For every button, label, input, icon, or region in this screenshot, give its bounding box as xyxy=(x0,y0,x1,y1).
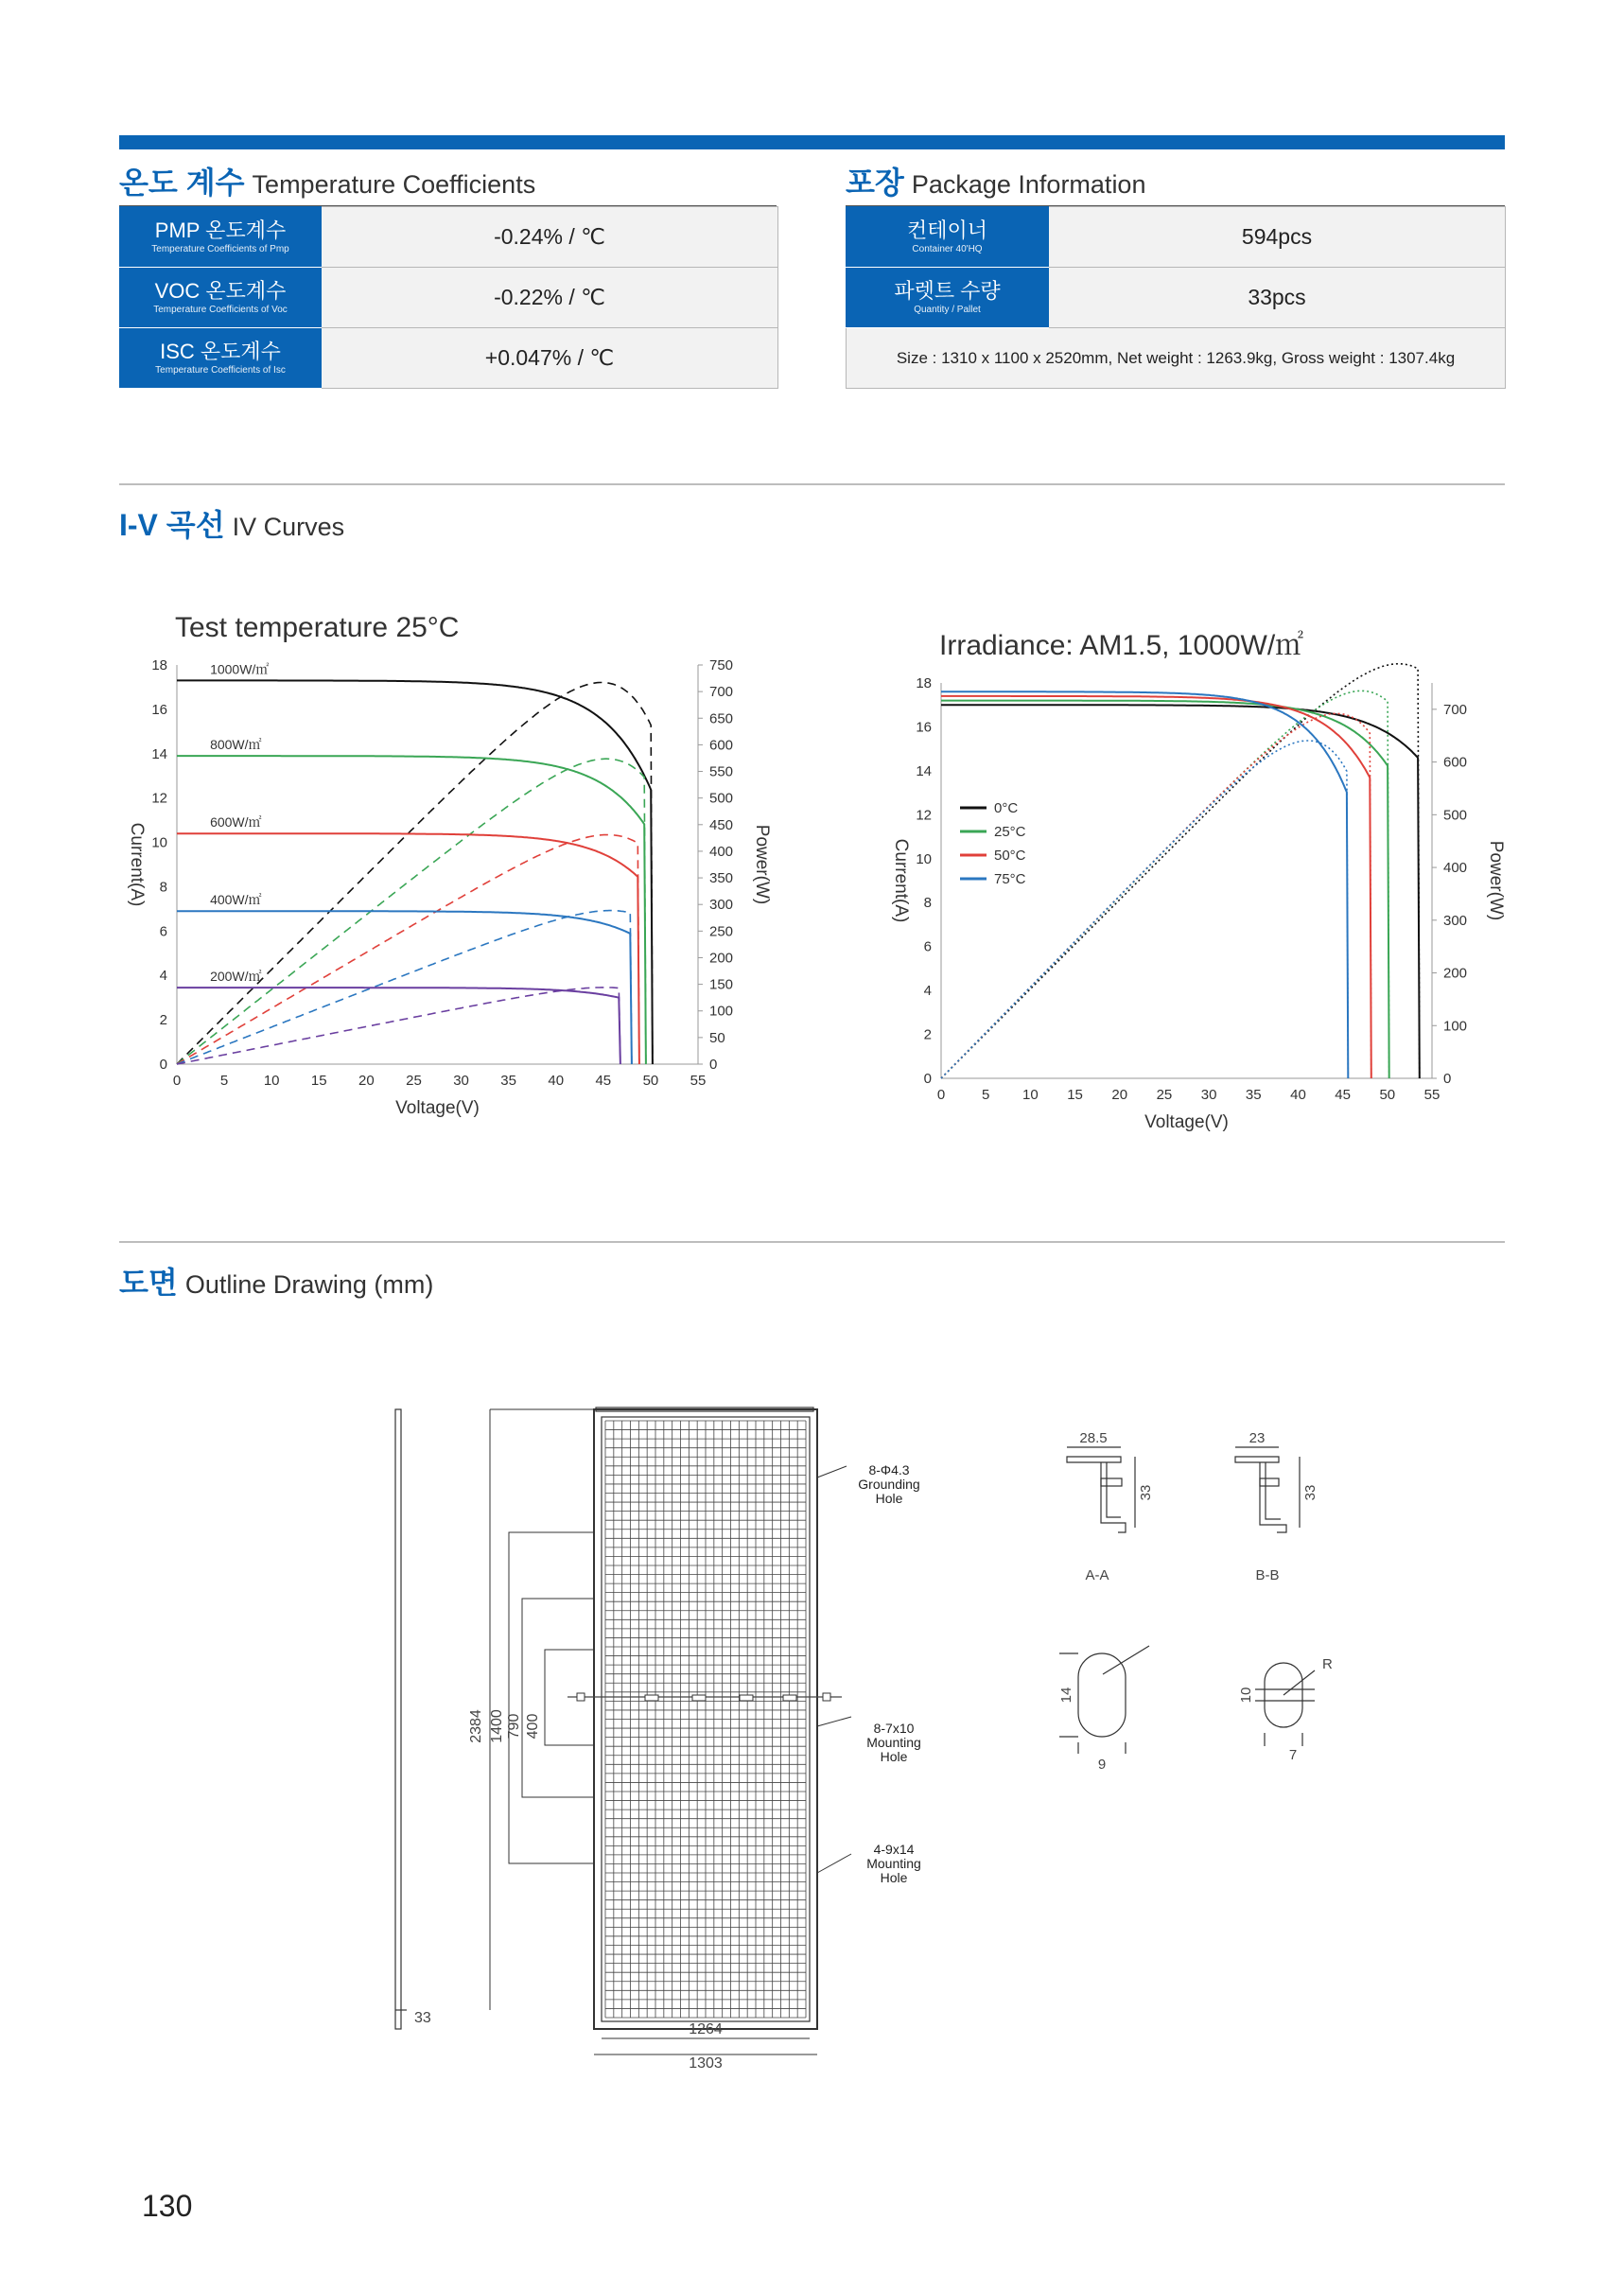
section-divider xyxy=(119,483,1505,485)
row-label xyxy=(847,268,1049,328)
section-title-ko: 포장 xyxy=(846,166,904,200)
dim-label: 2384 xyxy=(468,1709,484,1743)
x-tick-label: 45 xyxy=(1335,1087,1351,1103)
iv-curve-line xyxy=(177,833,639,1064)
y2-tick-label: 700 xyxy=(709,684,734,701)
power-curve-line xyxy=(177,835,639,1065)
y-tick-label: 8 xyxy=(923,895,932,912)
y-tick-label: 2 xyxy=(159,1012,167,1029)
mounting-label: Mounting xyxy=(866,1856,921,1871)
x-tick-label: 35 xyxy=(1245,1087,1262,1103)
temperature-coefficients-table xyxy=(119,206,778,389)
y-tick-label: 0 xyxy=(159,1057,167,1073)
row-label xyxy=(120,328,322,389)
y2-tick-label: 0 xyxy=(1443,1071,1452,1087)
y2-tick-label: 50 xyxy=(709,1029,725,1046)
x-tick-label: 15 xyxy=(310,1073,327,1089)
hole2-radius: R xyxy=(1322,1656,1333,1672)
label-main: ISC 온도계수 xyxy=(160,340,281,363)
y2-tick-label: 550 xyxy=(709,763,734,780)
x-tick-label: 5 xyxy=(982,1087,990,1103)
side-profile xyxy=(395,1409,401,2029)
y2-tick-label: 500 xyxy=(1443,807,1468,824)
hole2-height: 10 xyxy=(1238,1687,1254,1704)
y2-tick-label: 400 xyxy=(709,843,734,860)
x-tick-label: 25 xyxy=(406,1073,422,1089)
y2-tick-label: 100 xyxy=(709,1003,734,1020)
table-row xyxy=(847,207,1506,268)
leader-mounting2 xyxy=(817,1854,851,1873)
dim-label: 1264 xyxy=(689,2021,723,2037)
table-row xyxy=(847,328,1506,389)
x-tick-label: 30 xyxy=(1200,1087,1217,1103)
label-main: VOC 온도계수 xyxy=(154,279,287,303)
x-tick-label: 50 xyxy=(1379,1087,1396,1103)
x-tick-label: 55 xyxy=(690,1073,707,1089)
x-axis-label: Voltage(V) xyxy=(395,1098,480,1118)
page-number: 130 xyxy=(142,2189,193,2223)
outline-drawing-title xyxy=(119,1259,433,1303)
dim-label: 790 xyxy=(506,1713,522,1740)
dim-label: 33 xyxy=(414,2010,431,2026)
y2-tick-label: 450 xyxy=(709,816,734,833)
table-row xyxy=(120,268,778,328)
section-b-width: 23 xyxy=(1249,1430,1266,1446)
y-tick-label: 14 xyxy=(916,762,932,779)
row-value: -0.22% / ℃ xyxy=(322,268,778,328)
section-b-name: B-B xyxy=(1255,1567,1280,1583)
power-curve-line xyxy=(941,741,1348,1078)
x-tick-label: 40 xyxy=(1290,1087,1306,1103)
section-a-name: A-A xyxy=(1085,1567,1109,1583)
grounding-label: Grounding xyxy=(858,1477,920,1492)
x-tick-label: 0 xyxy=(936,1087,946,1103)
label-main: 컨테이너 xyxy=(906,219,987,242)
iv-chart-irradiance xyxy=(109,591,772,1135)
section-b-profile xyxy=(1235,1447,1300,1532)
y-tick-label: 10 xyxy=(916,850,932,867)
x-tick-label: 45 xyxy=(595,1073,612,1089)
section-title-ko: I-V 곡선 xyxy=(119,508,225,542)
x-tick-label: 20 xyxy=(358,1073,375,1089)
y-tick-label: 12 xyxy=(151,790,167,807)
y2-tick-label: 600 xyxy=(1443,754,1468,771)
section-title-en: IV Curves xyxy=(232,513,345,541)
mounting-label: Mounting xyxy=(866,1735,921,1750)
y2-tick-label: 500 xyxy=(709,790,734,807)
outline-drawing xyxy=(378,1390,1371,2072)
series-label: 400W/㎡ xyxy=(210,892,262,908)
label-sub: Temperature Coefficients of Pmp xyxy=(151,244,289,254)
grounding-label: 8-Φ4.3 xyxy=(868,1462,910,1477)
row-label xyxy=(847,207,1049,268)
x-axis-label: Voltage(V) xyxy=(1144,1112,1229,1132)
y2-tick-label: 650 xyxy=(709,710,734,727)
table-row xyxy=(120,207,778,268)
y2-axis-label: Power(W) xyxy=(752,824,772,905)
chart-title: Irradiance: AM1.5, 1000W/㎡ xyxy=(939,630,1304,661)
leader-grounding xyxy=(817,1466,847,1477)
x-tick-label: 15 xyxy=(1067,1087,1083,1103)
x-tick-label: 55 xyxy=(1423,1087,1441,1103)
y-tick-label: 16 xyxy=(916,719,932,736)
section-a-width: 28.5 xyxy=(1079,1430,1108,1446)
label-sub: Quantity / Pallet xyxy=(914,305,981,315)
table-row xyxy=(120,328,778,389)
y2-tick-label: 200 xyxy=(1443,965,1468,982)
row-value: -0.24% / ℃ xyxy=(322,207,778,268)
y-tick-label: 18 xyxy=(916,675,932,691)
y2-tick-label: 350 xyxy=(709,870,734,887)
x-tick-label: 30 xyxy=(453,1073,469,1089)
y2-axis-label: Power(W) xyxy=(1486,840,1506,921)
legend-label: 0°C xyxy=(994,800,1019,816)
x-tick-label: 50 xyxy=(642,1073,659,1089)
legend-label: 50°C xyxy=(994,848,1026,864)
x-tick-label: 40 xyxy=(548,1073,565,1089)
y2-tick-label: 700 xyxy=(1443,701,1468,718)
y-tick-label: 4 xyxy=(923,983,932,1000)
row-value: 33pcs xyxy=(1049,268,1506,328)
section-a-profile xyxy=(1067,1447,1135,1532)
series-label: 600W/㎡ xyxy=(210,814,262,831)
x-tick-label: 25 xyxy=(1156,1087,1173,1103)
section-title-ko: 온도 계수 xyxy=(119,166,245,200)
y2-tick-label: 200 xyxy=(709,950,734,967)
temperature-coefficients-title xyxy=(119,159,535,202)
y-tick-label: 4 xyxy=(159,968,167,985)
header-accent-bar xyxy=(119,135,1505,149)
package-information-table xyxy=(846,206,1506,389)
hole2-width: 7 xyxy=(1288,1747,1298,1763)
y-axis-label: Current(A) xyxy=(891,838,911,923)
section-title-ko: 도면 xyxy=(119,1266,178,1300)
chart-title: Test temperature 25°C xyxy=(175,612,460,643)
section-a-height: 33 xyxy=(1138,1484,1154,1501)
dim-label: 400 xyxy=(525,1713,541,1740)
y-tick-label: 10 xyxy=(151,834,167,851)
y2-tick-label: 250 xyxy=(709,923,734,940)
y2-tick-label: 300 xyxy=(1443,912,1468,929)
series-label: 200W/㎡ xyxy=(210,969,262,985)
label-sub: Temperature Coefficients of Isc xyxy=(155,365,286,376)
row-label xyxy=(120,207,322,268)
y-tick-label: 12 xyxy=(916,807,932,824)
x-tick-label: 5 xyxy=(219,1073,229,1089)
label-main: 파렛트 수량 xyxy=(894,279,1001,303)
y2-tick-label: 400 xyxy=(1443,860,1468,877)
y-tick-label: 6 xyxy=(159,923,167,940)
row-value: +0.047% / ℃ xyxy=(322,328,778,389)
table-row xyxy=(847,268,1506,328)
y-tick-label: 0 xyxy=(923,1071,932,1087)
iv-curves-title xyxy=(119,501,344,545)
hole-detail-2 xyxy=(1255,1663,1315,1746)
mounting-label: 8-7x10 xyxy=(873,1721,915,1736)
grounding-label: Hole xyxy=(875,1491,903,1506)
dim-label: 1400 xyxy=(489,1709,505,1743)
iv-chart-temperature xyxy=(865,615,1518,1154)
y-tick-label: 18 xyxy=(151,657,167,673)
section-title-en: Temperature Coefficients xyxy=(252,170,536,199)
package-information-title xyxy=(846,159,1145,202)
leader-mounting1 xyxy=(817,1717,851,1726)
iv-curve-line xyxy=(177,988,620,1064)
row-label xyxy=(120,268,322,328)
x-tick-label: 10 xyxy=(263,1073,280,1089)
row-value: 594pcs xyxy=(1049,207,1506,268)
y2-tick-label: 600 xyxy=(709,737,734,754)
section-divider xyxy=(119,1241,1505,1243)
label-sub: Temperature Coefficients of Voc xyxy=(153,305,288,315)
iv-curve-line xyxy=(941,701,1389,1078)
legend-label: 75°C xyxy=(994,871,1026,887)
package-note: Size : 1310 x 1100 x 2520mm, Net weight : 1263.9kg, Gross weight : 1307.4kg xyxy=(847,328,1506,389)
y-tick-label: 2 xyxy=(923,1026,932,1043)
section-title-en: Outline Drawing (mm) xyxy=(184,1270,434,1299)
x-tick-label: 0 xyxy=(172,1073,182,1089)
section-b-height: 33 xyxy=(1302,1484,1318,1501)
x-tick-label: 20 xyxy=(1111,1087,1128,1103)
mounting-label: Hole xyxy=(880,1870,908,1885)
y2-tick-label: 150 xyxy=(709,976,734,993)
legend-label: 25°C xyxy=(994,824,1026,840)
y-axis-label: Current(A) xyxy=(127,822,147,907)
series-label: 800W/㎡ xyxy=(210,737,262,753)
cell-grid xyxy=(568,1421,842,2018)
dim-label: 1303 xyxy=(689,2055,723,2072)
mounting-label: 4-9x14 xyxy=(873,1842,915,1857)
y-tick-label: 14 xyxy=(151,745,167,762)
x-tick-label: 10 xyxy=(1022,1087,1039,1103)
y2-tick-label: 750 xyxy=(709,657,734,673)
y-tick-label: 8 xyxy=(159,879,167,896)
hole1-width: 9 xyxy=(1097,1757,1107,1773)
y-tick-label: 6 xyxy=(923,938,932,955)
power-curve-line xyxy=(941,713,1371,1078)
y2-tick-label: 300 xyxy=(709,897,734,914)
section-title-en: Package Information xyxy=(911,170,1146,199)
label-main: PMP 온도계수 xyxy=(154,219,287,242)
series-label: 1000W/㎡ xyxy=(210,661,270,677)
y2-tick-label: 100 xyxy=(1443,1018,1468,1035)
mounting-label: Hole xyxy=(880,1749,908,1764)
iv-curve-line xyxy=(177,756,646,1064)
y-tick-label: 16 xyxy=(151,701,167,718)
hole1-height: 14 xyxy=(1058,1687,1074,1704)
label-sub: Container 40'HQ xyxy=(912,244,983,254)
x-tick-label: 35 xyxy=(500,1073,516,1089)
y2-tick-label: 0 xyxy=(709,1057,718,1073)
